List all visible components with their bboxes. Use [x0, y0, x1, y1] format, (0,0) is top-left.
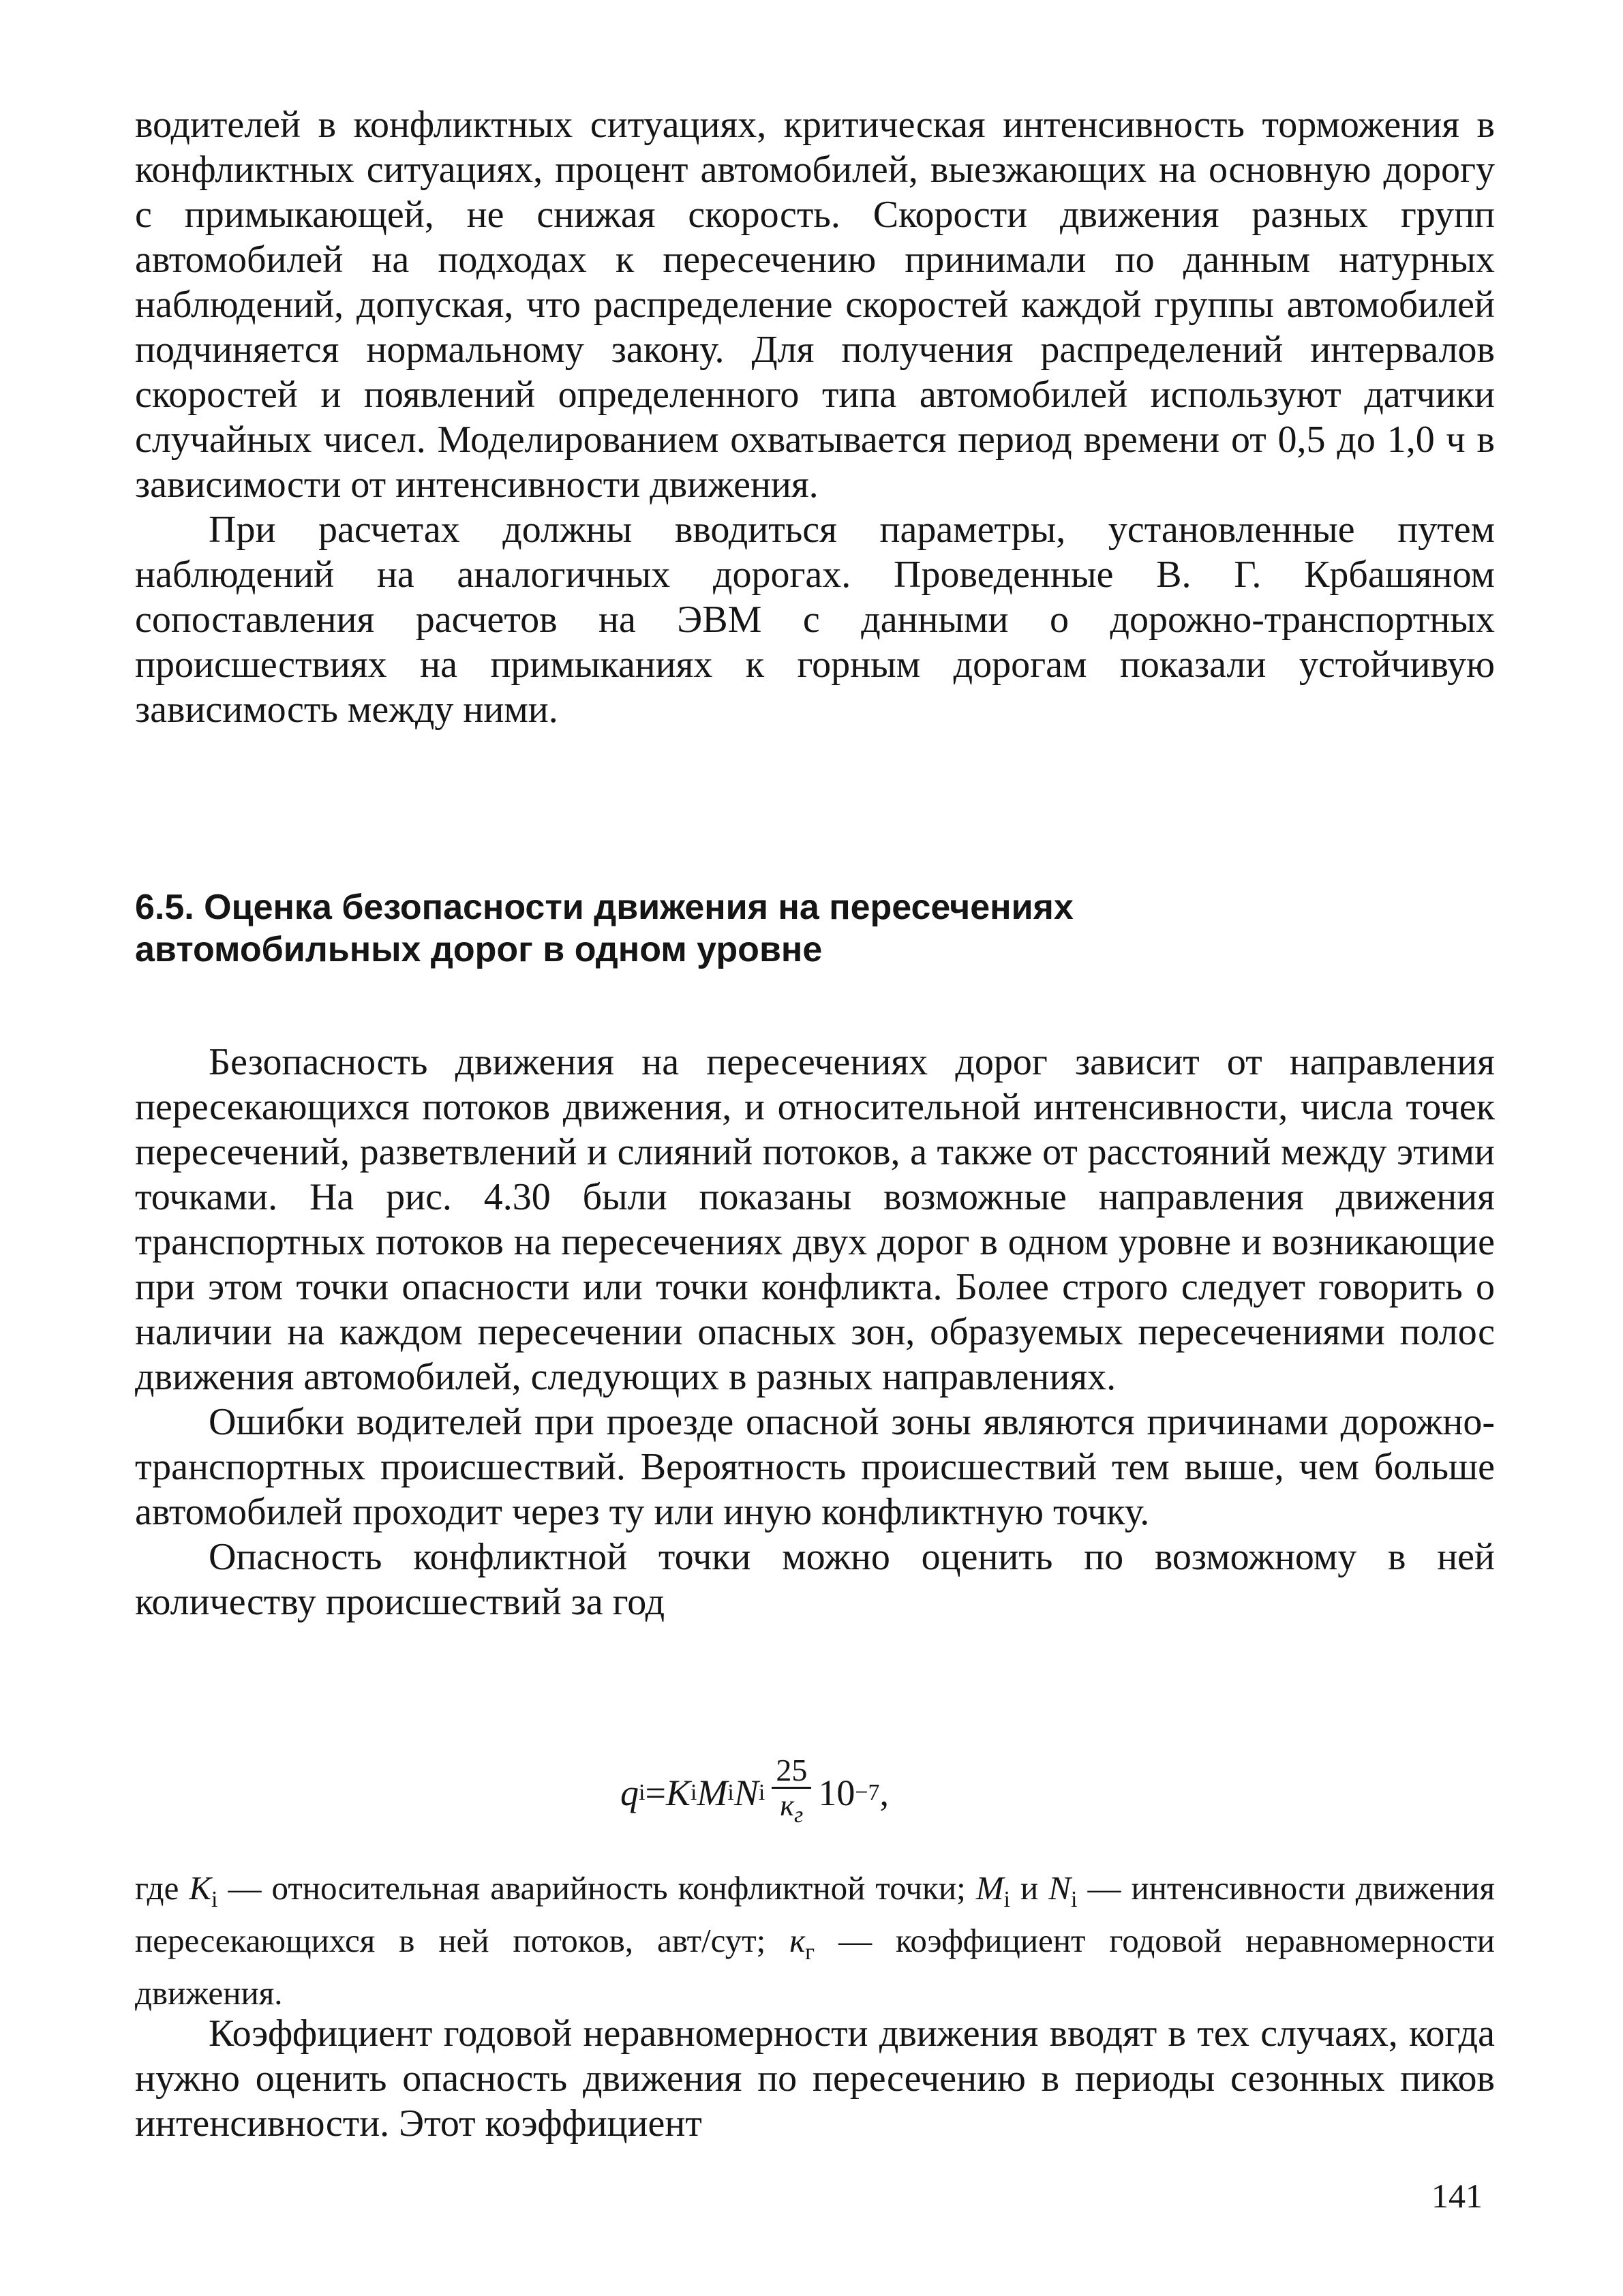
formula-exponent: −7 — [855, 1780, 880, 1805]
formula — [620, 1745, 889, 1841]
formula-symbol: K — [665, 1772, 691, 1813]
legend-symbol: M — [975, 1869, 1004, 1907]
formula-trailing-comma: , — [879, 1772, 890, 1813]
formula-legend-text — [135, 1868, 1495, 2014]
fraction-numerator: 25 — [772, 1754, 811, 1789]
formula-subscript: i — [758, 1780, 765, 1805]
legend-text: — коэффициент годовой неравномерности движения. — [135, 1921, 1496, 2012]
formula-subscript: г — [793, 1802, 804, 1828]
section-heading — [135, 886, 1495, 971]
legend-subscript: г — [805, 1939, 815, 1965]
formula-symbol: M — [697, 1772, 728, 1813]
legend-text: — относительная аварийность конфликтной точки; — [217, 1869, 976, 1907]
formula-power-base: 10 — [818, 1772, 855, 1813]
legend-subscript: i — [1070, 1886, 1078, 1912]
text-block-middle — [135, 1040, 1495, 1625]
paragraph: Опасность конфликтной точки можно оценить по возможному в ней количеству происшествий за год — [135, 1536, 1495, 1623]
formula-subscript: i — [639, 1780, 646, 1805]
legend-symbol: к — [789, 1921, 806, 1959]
formula-symbol: q — [620, 1772, 639, 1813]
paragraph: При расчетах должны вводиться параметры, установленные путем наблюдений на аналогичных дорогах. Проведенные В. Г. Крбашяном сопоставления расчетов на ЭВМ с данными о дорожно-транспортных происшествиях на примыканиях к горным дорогам показали устойчивую зависимость между ними. — [135, 509, 1495, 731]
legend-subscript: i — [211, 1886, 218, 1912]
fraction-denominator — [780, 1789, 803, 1832]
text-block-top — [135, 102, 1495, 732]
paragraph: водителей в конфликтных ситуациях, критическая интенсивность торможения в конфликтных ситуациях, процент автомобилей, выезжающих на основную дорогу с примыкающей, не снижая скорость. Скорости движения разных групп автомобилей на подходах к пересечению принимали по данным натурных наблюдений, допуская, что распределение скоростей каждой группы автомобилей подчиняется нормальному закону. Для получения распределений интервалов скоростей и появлений определенного типа автомобилей используют датчики случайных чисел. Моделированием охватывается период времени от 0,5 до 1,0 ч в зависимости от интенсивности движения. — [135, 104, 1495, 506]
section-heading-line: автомобильных дорог в одном уровне — [135, 930, 823, 969]
legend-text: где — [135, 1869, 189, 1907]
fraction-denominator-symbol: к — [780, 1788, 794, 1822]
formula-symbol: N — [733, 1772, 759, 1813]
formula-subscript: i — [690, 1780, 697, 1805]
legend-text: — интенсивности движения пересекающихся в ней потоков, авт/сут; — [135, 1869, 1495, 1959]
formula-legend — [135, 1868, 1495, 2014]
legend-text: и — [1010, 1869, 1049, 1907]
formula-fraction — [772, 1754, 811, 1832]
paragraph: Ошибки водителей при проезде опасной зоны являются причинами дорожно-транспортных происшествий. Вероятность происшествий тем выше, чем больше автомобилей проходит через ту или иную конфликтную точку. — [135, 1401, 1495, 1533]
section-heading-line: 6.5. Оценка безопасности движения на пересечениях — [135, 888, 1074, 927]
page-number: 141 — [1431, 2177, 1483, 2215]
formula-subscript: i — [727, 1780, 734, 1805]
paragraph: Безопасность движения на пересечениях дорог зависит от направления пересекающихся потоков движения, и относительной интенсивности, числа точек пересечений, разветвлений и слияний потоков, а также от расстояний между этими точками. На рис. 4.30 были показаны возможные направления движения транспортных потоков на пересечениях двух дорог в одном уровне и возникающие при этом точки опасности или точки конфликта. Более строго следует говорить о наличии на каждом пересечении опасных зон, образуемых пересечениями полос движения автомобилей, следующих в разных направлениях. — [135, 1041, 1495, 1398]
formula-equals: = — [645, 1772, 666, 1813]
text-block-bottom — [135, 2011, 1495, 2146]
legend-symbol: N — [1048, 1869, 1071, 1907]
legend-symbol: K — [189, 1869, 212, 1907]
legend-subscript: i — [1003, 1886, 1010, 1912]
paragraph: Коэффициент годовой неравномерности движения вводят в тех случаях, когда нужно оценить опасность движения по пересечению в периоды сезонных пиков интенсивности. Этот коэффициент — [135, 2012, 1495, 2145]
